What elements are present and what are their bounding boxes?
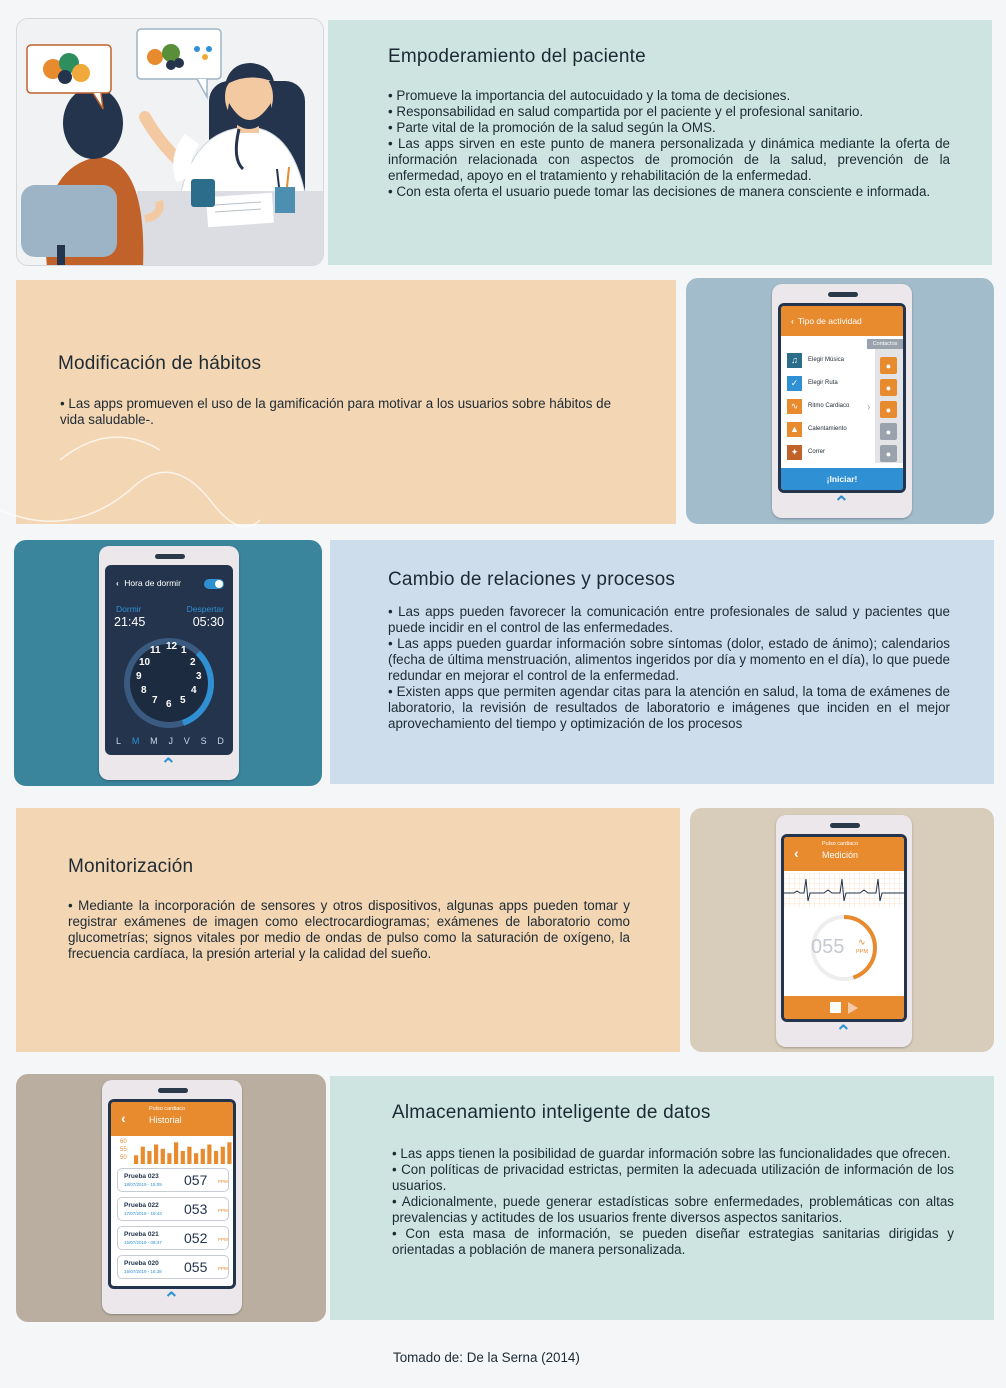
runner-icon: ✦ bbox=[787, 445, 802, 460]
clock-number: 12 bbox=[166, 641, 178, 652]
source-caption: Tomado de: De la Serna (2014) bbox=[393, 1350, 580, 1365]
bullet-item: • Con esta masa de información, se pueden diseñar estrategias sanitarias dirigidas y orientadas a población de manera personalizada. bbox=[392, 1226, 954, 1258]
phone-screen bbox=[105, 565, 233, 755]
bullets-relaciones bbox=[388, 604, 950, 732]
bullet-item: • Mediante la incorporación de sensores y otros dispositivos, algunas apps pueden tomar y registrar exámenes de imagen como electrocardiogramas; exámenes de laboratorio como glucometrías; signos vitales por medio de ondas de pulso como la saturación de oxígeno, la frecuencia cardíaca, la presión arterial y la calidad del sueño. bbox=[68, 898, 630, 962]
measure-value: 055 bbox=[811, 936, 845, 958]
stop-icon[interactable] bbox=[830, 1002, 841, 1013]
bullet-item: • Las apps tienen la posibilidad de guardar información sobre las funcionalidades que ofrecen. bbox=[392, 1146, 954, 1162]
weekday[interactable]: J bbox=[168, 736, 173, 746]
history-title: Historial bbox=[149, 1115, 182, 1125]
history-bar bbox=[207, 1145, 211, 1165]
back-icon[interactable]: ‹ bbox=[791, 316, 794, 326]
music-icon: ♫ bbox=[787, 353, 802, 368]
phone-screen bbox=[108, 1099, 236, 1289]
phone-speaker bbox=[155, 554, 185, 559]
clock-number: 7 bbox=[152, 695, 158, 706]
phone-speaker bbox=[158, 1088, 188, 1093]
measure-controls bbox=[784, 996, 904, 1019]
measure-subtitle: Pulso cardiaco bbox=[822, 841, 859, 847]
history-bar-chart bbox=[133, 1138, 233, 1164]
bullet-item: • Las apps pueden guardar información sobre síntomas (dolor, estado de ánimo); calendarios (fecha de última menstruación, alimentos ingeridos por día y momento en el día), lo que puede redundar en mejorar el control de la enfermedad. bbox=[388, 636, 950, 684]
bullet-item: • Con políticas de privacidad estrictas, permiten la adecuada utilización de información de los usuarios. bbox=[392, 1162, 954, 1194]
bullet-item: • Promueve la importancia del autocuidado y la toma de decisiones. bbox=[388, 88, 950, 104]
clock-number: 5 bbox=[180, 695, 186, 706]
history-row[interactable]: Prueba 022 17/07/2019 - 19:43 053 PPM bbox=[117, 1197, 229, 1221]
phone-speaker bbox=[830, 823, 860, 828]
bullets-almacenamiento bbox=[392, 1146, 954, 1258]
contact-avatar-icon[interactable]: ● bbox=[880, 401, 897, 418]
history-bar bbox=[134, 1155, 138, 1164]
section-title-relaciones: Cambio de relaciones y procesos bbox=[388, 569, 676, 590]
contact-avatar-icon[interactable]: ● bbox=[880, 423, 897, 440]
home-chevron-icon[interactable]: ⌃ bbox=[160, 755, 177, 777]
clock-number: 11 bbox=[150, 645, 161, 656]
history-bar bbox=[161, 1149, 165, 1164]
activity-item-route[interactable]: ✓ Elegir Ruta bbox=[787, 375, 838, 391]
clock-number: 3 bbox=[196, 671, 202, 682]
wake-label: Despertar bbox=[186, 604, 224, 614]
clock-number: 2 bbox=[190, 657, 196, 668]
phone-history bbox=[102, 1080, 242, 1314]
history-bar bbox=[214, 1151, 218, 1164]
history-row[interactable]: Prueba 020 15/07/2019 - 16:38 055 PPM bbox=[117, 1255, 229, 1279]
history-bar bbox=[181, 1151, 185, 1164]
history-bar bbox=[154, 1145, 158, 1165]
chevron-up-icon: ▲ bbox=[787, 422, 802, 437]
back-icon[interactable]: ‹ bbox=[116, 578, 119, 588]
bullet-item: • Parte vital de la promoción de la salud según la OMS. bbox=[388, 120, 950, 136]
section-title-almacenamiento: Almacenamiento inteligente de datos bbox=[392, 1102, 711, 1123]
weekday[interactable]: M bbox=[131, 736, 140, 746]
clock-number: 1 bbox=[181, 645, 187, 656]
contact-avatar-icon[interactable]: ● bbox=[880, 379, 897, 396]
activity-item-run[interactable]: ✦ Correr bbox=[787, 444, 825, 460]
history-bar bbox=[221, 1147, 225, 1164]
measure-header bbox=[784, 837, 904, 871]
contacts-tab[interactable]: Contactos bbox=[867, 339, 903, 349]
sleep-time: 21:45 bbox=[114, 615, 146, 629]
bullets-monitorizacion bbox=[68, 898, 630, 962]
section-title-monitorizacion: Monitorización bbox=[68, 856, 194, 877]
bullet-item: • Las apps promueven el uso de la gamificación para motivar a los usuarios sobre hábitos de vida saludable-. bbox=[60, 396, 630, 428]
home-chevron-icon[interactable]: ⌃ bbox=[835, 1022, 852, 1044]
history-bar bbox=[174, 1142, 178, 1164]
history-bar bbox=[201, 1149, 205, 1164]
bullet-item: • Las apps sirven en este punto de manera personalizada y dinámica mediante la oferta de información relacionada con aspectos de promoción de la salud, prevención de la enfermedad, apoyo en el tratamiento y rehabilitación de la enfermedad. bbox=[388, 136, 950, 184]
history-bar bbox=[194, 1153, 198, 1164]
back-icon[interactable]: ‹ bbox=[794, 845, 799, 861]
measure-unit: PPM bbox=[856, 949, 868, 955]
clock-number: 4 bbox=[191, 685, 197, 696]
activity-item-heart[interactable]: ∿ Ritmo Cardiaco bbox=[787, 398, 849, 414]
history-subtitle: Pulso cardiaco bbox=[149, 1106, 186, 1112]
contact-avatar-icon[interactable]: ● bbox=[880, 357, 897, 374]
weekday[interactable]: L bbox=[116, 736, 122, 746]
bullets-empoderamiento bbox=[388, 88, 950, 200]
activity-item-warmup[interactable]: ▲ Calentamiento bbox=[787, 421, 847, 437]
clock-number: 9 bbox=[136, 671, 142, 682]
bullet-item: • Responsabilidad en salud compartida por el paciente y el profesional sanitario. bbox=[388, 104, 950, 120]
wake-time: 05:30 bbox=[192, 615, 224, 629]
activity-header-title: Tipo de actividad bbox=[797, 316, 862, 326]
phone-activity bbox=[772, 284, 912, 518]
sleep-header-title: Hora de dormir bbox=[124, 578, 181, 588]
weekday[interactable]: V bbox=[183, 736, 190, 746]
history-bar bbox=[167, 1153, 171, 1164]
bullet-item: • Con esta oferta el usuario puede tomar las decisiones de manera consciente e informada. bbox=[388, 184, 950, 200]
pulse-icon: ∿ bbox=[858, 937, 866, 947]
bullet-item: • Las apps pueden favorecer la comunicación entre profesionales de salud y pacientes que puede incidir en el control de las enfermedades. bbox=[388, 604, 950, 636]
doctor-patient-image bbox=[17, 19, 324, 266]
activity-header bbox=[781, 306, 903, 336]
history-row[interactable]: Prueba 023 18/07/2019 - 15:09 057 PPM bbox=[117, 1168, 229, 1192]
history-bar bbox=[147, 1151, 151, 1164]
play-icon[interactable] bbox=[848, 1002, 858, 1014]
contact-avatar-icon[interactable]: ● bbox=[880, 445, 897, 462]
arrow-icon[interactable]: › bbox=[867, 402, 871, 413]
bullets-habitos bbox=[60, 396, 630, 428]
phone-sleep bbox=[99, 546, 239, 780]
ecg-chart bbox=[784, 873, 904, 913]
start-button[interactable]: ¡Iniciar! bbox=[781, 468, 903, 490]
activity-item-music[interactable]: ♫ Elegir Música bbox=[787, 352, 844, 368]
phone-screen bbox=[778, 303, 906, 493]
sleep-header bbox=[116, 578, 181, 588]
weekday[interactable]: S bbox=[200, 736, 207, 746]
illustration-doctor-patient bbox=[16, 18, 324, 266]
section-title-empoderamiento: Empoderamiento del paciente bbox=[388, 46, 646, 67]
check-icon: ✓ bbox=[787, 376, 802, 391]
bullet-item: • Adicionalmente, puede generar estadísticas sobre enfermedades, problemáticas con altas prevalencias y actitudes de los usuarios frente diversos aspectos sanitarios. bbox=[392, 1194, 954, 1226]
weekday[interactable]: D bbox=[217, 736, 224, 746]
pulse-icon: ∿ bbox=[787, 399, 802, 414]
axis-label: 60 bbox=[120, 1139, 127, 1145]
phone-measure bbox=[776, 815, 912, 1047]
home-chevron-icon[interactable]: ⌃ bbox=[833, 493, 850, 515]
sleep-label: Dormir bbox=[116, 604, 142, 614]
measure-title: Medición bbox=[822, 850, 859, 860]
home-chevron-icon[interactable]: ⌃ bbox=[163, 1289, 180, 1311]
decorative-curves bbox=[0, 420, 260, 560]
history-bar bbox=[227, 1142, 231, 1164]
history-bar bbox=[187, 1147, 191, 1164]
weekday[interactable]: M bbox=[150, 736, 158, 746]
clock-number: 8 bbox=[141, 685, 147, 696]
phone-speaker bbox=[828, 292, 858, 297]
history-bar bbox=[141, 1147, 145, 1164]
sleep-toggle[interactable] bbox=[204, 579, 224, 589]
phone-screen bbox=[781, 834, 907, 1022]
bullet-item: • Existen apps que permiten agendar citas para la atención en salud, la toma de exámenes de laboratorio, la revisión de resultados de laboratorio e imágenes que inciden en el mejor aprovechamiento del tiempo y optimización de los procesos bbox=[388, 684, 950, 732]
axis-label: 50 bbox=[120, 1155, 127, 1161]
history-header bbox=[111, 1102, 233, 1136]
clock-number: 10 bbox=[139, 657, 151, 668]
back-icon[interactable]: ‹ bbox=[121, 1110, 126, 1126]
weekday-row bbox=[116, 736, 224, 746]
axis-label: 55 bbox=[120, 1147, 127, 1153]
clock-number: 6 bbox=[166, 699, 172, 710]
section-title-habitos: Modificación de hábitos bbox=[58, 353, 262, 374]
history-row[interactable]: Prueba 021 16/07/2019 - 08:47 052 PPM bbox=[117, 1226, 229, 1250]
